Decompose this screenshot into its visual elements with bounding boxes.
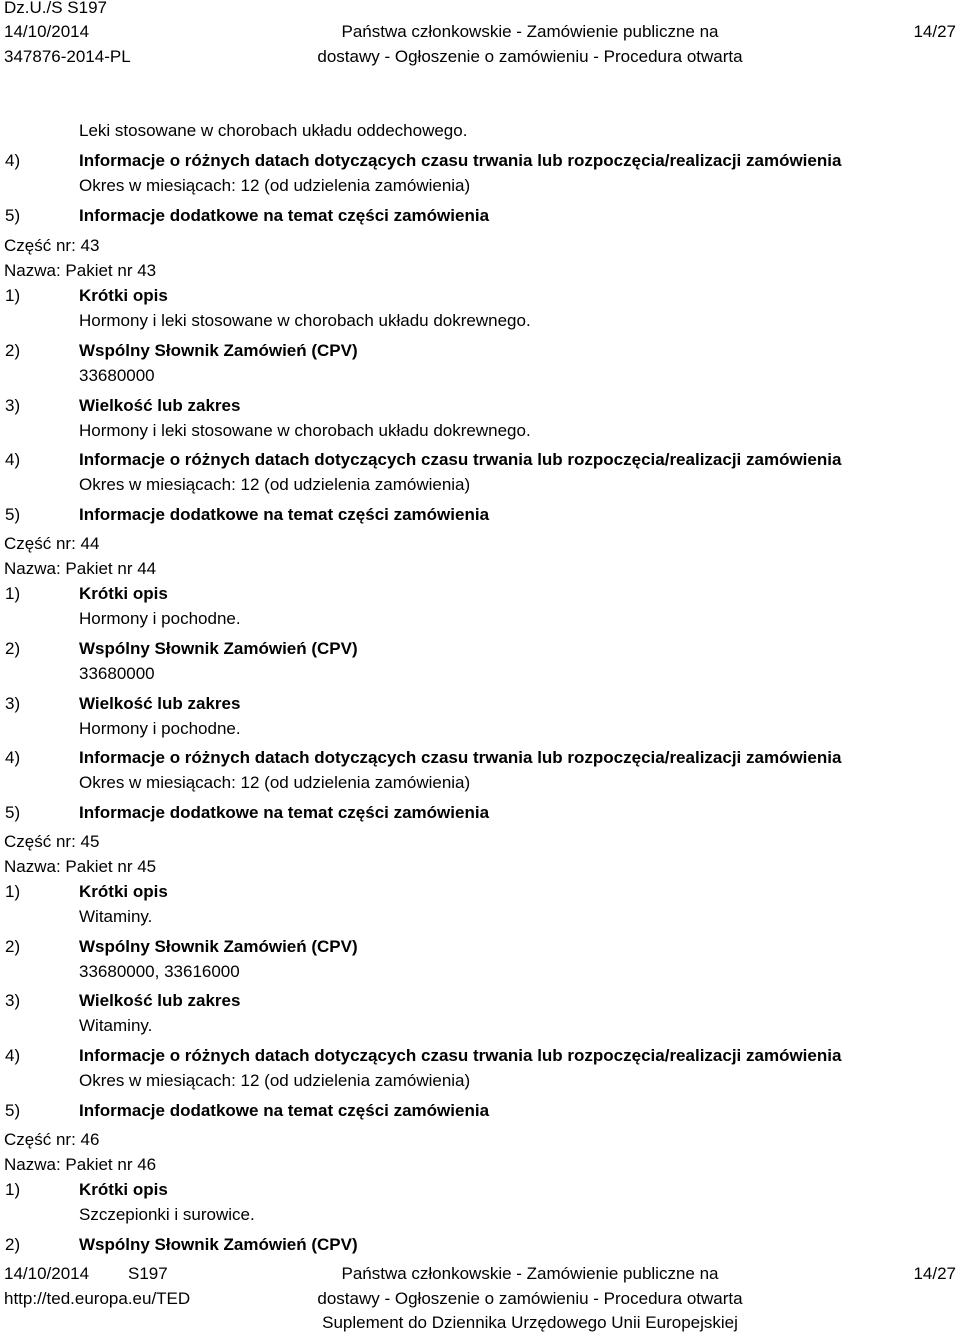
section-text: Hormony i pochodne. [79,719,241,738]
part-number: Część nr: 46 [4,1130,100,1149]
part-number: Część nr: 43 [4,236,100,255]
section-number: 1) [5,286,21,305]
section-text: Szczepionki i surowice. [79,1205,255,1224]
header-page-number: 14/27 [913,22,956,41]
part-name: Nazwa: Pakiet nr 43 [4,261,157,280]
cpv-code: 33680000 [79,366,155,385]
section-heading: Krótki opis [79,286,168,305]
footer-title-line3: Suplement do Dziennika Urzędowego Unii Europejskiej [322,1313,738,1332]
section-number: 2) [5,937,21,956]
header-title-line2: dostawy - Ogłoszenie o zamówieniu - Procedura otwarta [317,47,743,66]
section-number: 2) [5,341,21,360]
section-number: 2) [5,639,21,658]
section-number: 4) [5,151,21,170]
section-heading: Krótki opis [79,882,168,901]
section-number: 2) [5,1235,21,1254]
footer-date: 14/10/2014 [4,1264,90,1283]
part-number: Część nr: 44 [4,534,100,553]
section-text: Hormony i leki stosowane w chorobach układu dokrewnego. [79,421,531,440]
section-heading: Informacje dodatkowe na temat części zamówienia [79,1101,490,1120]
notice-ref: 347876-2014-PL [4,47,131,66]
part-number: Część nr: 45 [4,832,100,851]
section-text: Witaminy. [79,1016,153,1035]
section-text: Okres w miesiącach: 12 (od udzielenia zamówienia) [79,475,471,494]
footer-issue: S197 [128,1264,168,1283]
cpv-code: 33680000, 33616000 [79,962,240,981]
section-heading: Informacje o różnych datach dotyczących czasu trwania lub rozpoczęcia/realizacji zamówienia [79,450,842,469]
section-heading: Wielkość lub zakres [79,991,241,1010]
header-date: 14/10/2014 [4,22,90,41]
section-number: 4) [5,748,21,767]
section-heading: Informacje o różnych datach dotyczących czasu trwania lub rozpoczęcia/realizacji zamówienia [79,151,842,170]
part-name: Nazwa: Pakiet nr 44 [4,559,157,578]
section-heading: Wspólny Słownik Zamówień (CPV) [79,1235,358,1254]
section-number: 1) [5,1180,21,1199]
section-heading: Krótki opis [79,584,168,603]
section-number: 1) [5,882,21,901]
section-text: Okres w miesiącach: 12 (od udzielenia zamówienia) [79,176,471,195]
section-text: Hormony i pochodne. [79,609,241,628]
section-number: 5) [5,206,21,225]
part-name: Nazwa: Pakiet nr 46 [4,1155,157,1174]
section-heading: Informacje dodatkowe na temat części zamówienia [79,206,490,225]
header-title-line1: Państwa członkowskie - Zamówienie publiczne na [341,22,719,41]
footer-url[interactable]: http://ted.europa.eu/TED [4,1289,191,1308]
section-text: Hormony i leki stosowane w chorobach układu dokrewnego. [79,311,531,330]
section-heading: Wielkość lub zakres [79,396,241,415]
footer-title-line1: Państwa członkowskie - Zamówienie publiczne na [341,1264,719,1283]
section-number: 4) [5,450,21,469]
section-number: 1) [5,584,21,603]
section-number: 5) [5,803,21,822]
section-text: Witaminy. [79,907,153,926]
section-number: 3) [5,991,21,1010]
section-number: 3) [5,694,21,713]
footer-title-line2: dostawy - Ogłoszenie o zamówieniu - Procedura otwarta [317,1289,743,1308]
section-heading: Informacje dodatkowe na temat części zamówienia [79,505,490,524]
footer-page-number: 14/27 [913,1264,956,1283]
section-heading: Informacje o różnych datach dotyczących czasu trwania lub rozpoczęcia/realizacji zamówienia [79,1046,842,1065]
section-heading: Wielkość lub zakres [79,694,241,713]
section-text: Okres w miesiącach: 12 (od udzielenia zamówienia) [79,1071,471,1090]
section-heading: Wspólny Słownik Zamówień (CPV) [79,639,358,658]
cpv-code: 33680000 [79,664,155,683]
section-heading: Wspólny Słownik Zamówień (CPV) [79,937,358,956]
section-number: 5) [5,1101,21,1120]
section-text: Okres w miesiącach: 12 (od udzielenia zamówienia) [79,773,471,792]
section-heading: Wspólny Słownik Zamówień (CPV) [79,341,358,360]
section-number: 3) [5,396,21,415]
section-heading: Informacje dodatkowe na temat części zamówienia [79,803,490,822]
part-name: Nazwa: Pakiet nr 45 [4,857,157,876]
section-heading: Informacje o różnych datach dotyczących czasu trwania lub rozpoczęcia/realizacji zamówienia [79,748,842,767]
section-number: 4) [5,1046,21,1065]
continued-text: Leki stosowane w chorobach układu oddechowego. [79,121,468,140]
section-number: 5) [5,505,21,524]
journal-ref: Dz.U./S S197 [4,0,107,17]
section-heading: Krótki opis [79,1180,168,1199]
